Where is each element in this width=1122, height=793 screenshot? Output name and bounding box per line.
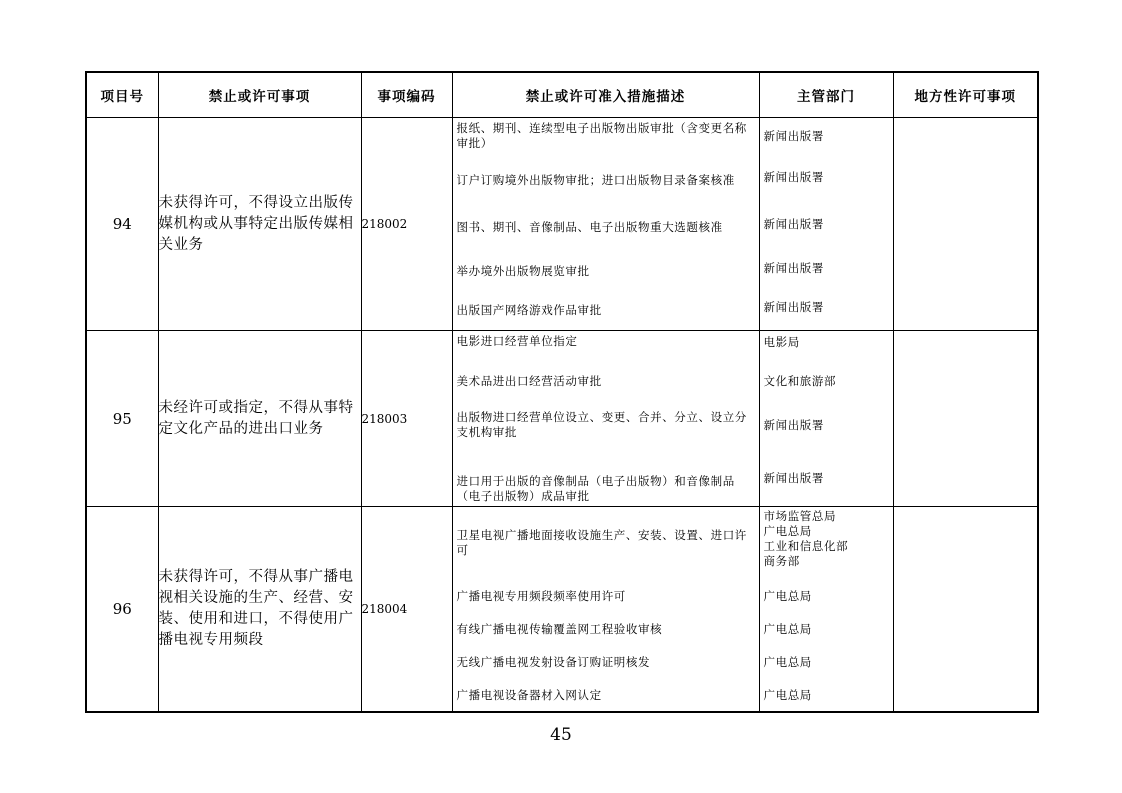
table-row <box>86 331 1038 507</box>
measure-description: 广播电视设备器材入网认定 <box>456 687 602 702</box>
department: 新闻出版署 <box>763 169 824 184</box>
measure-description: 图书、期刊、音像制品、电子出版物重大选题核准 <box>456 219 723 234</box>
department: 广电总局 <box>763 687 812 702</box>
row-number: 95 <box>86 331 158 507</box>
department: 新闻出版署 <box>763 299 824 314</box>
department: 新闻出版署 <box>763 216 824 231</box>
header-measure-description: 禁止或许可准入措施描述 <box>452 72 759 118</box>
measures-cell <box>452 507 759 713</box>
department: 工业和信息化部 <box>763 539 849 553</box>
department: 新闻出版署 <box>763 470 824 485</box>
local-permit-cell <box>893 118 1038 331</box>
local-permit-cell <box>893 331 1038 507</box>
header-department: 主管部门 <box>759 72 893 118</box>
department: 电影局 <box>763 335 800 349</box>
measure-description: 广播电视专用频段频率使用许可 <box>456 588 626 603</box>
department: 广电总局 <box>763 655 812 669</box>
measure-description: 美术品进出口经营活动审批 <box>456 373 602 388</box>
measure-description: 出版国产网络游戏作品审批 <box>456 302 602 317</box>
department: 商务部 <box>763 554 800 568</box>
measure-description: 无线广播电视发射设备订购证明核发 <box>456 655 651 669</box>
header-local-permit: 地方性许可事项 <box>893 72 1038 118</box>
departments-cell <box>759 118 893 331</box>
measures-cell <box>452 331 759 507</box>
measure-description: 有线广播电视传输覆盖网工程验收审核 <box>456 622 663 636</box>
department: 广电总局 <box>763 524 812 538</box>
measure-description: 卫星电视广播地面接收设施生产、安装、设置、进口许可 <box>456 528 747 557</box>
department: 文化和旅游部 <box>763 373 837 388</box>
table-row <box>86 507 1038 713</box>
department: 市场监管总局 <box>763 509 837 523</box>
page-number: 45 <box>550 725 572 745</box>
measure-description: 订户订购境外出版物审批；进口出版物目录备案核准 <box>456 172 735 187</box>
permit-table <box>85 71 1039 713</box>
measure-description: 出版物进口经营单位设立、变更、合并、分立、设立分支机构审批 <box>456 410 747 439</box>
department: 广电总局 <box>763 622 812 636</box>
row-number: 94 <box>86 118 158 331</box>
department-list <box>760 507 893 579</box>
header-prohibited-permitted-item: 禁止或许可事项 <box>158 72 361 118</box>
row-code: 218004 <box>361 507 452 713</box>
department: 新闻出版署 <box>763 129 824 143</box>
local-permit-cell <box>893 507 1038 713</box>
measure-description: 报纸、期刊、连续型电子出版物出版审批（含变更名称审批） <box>456 121 747 150</box>
header-item-number: 项目号 <box>86 72 158 118</box>
measure-description: 电影进口经营单位指定 <box>456 334 578 348</box>
header-item-code: 事项编码 <box>361 72 452 118</box>
measure-description: 举办境外出版物展览审批 <box>456 263 590 278</box>
measures-cell <box>452 118 759 331</box>
row-item-text: 未获得许可，不得设立出版传媒机构或从事特定出版传媒相关业务 <box>158 118 361 331</box>
row-number: 96 <box>86 507 158 713</box>
table-header-row <box>86 72 1038 118</box>
row-code: 218002 <box>361 118 452 331</box>
row-code: 218003 <box>361 331 452 507</box>
department: 新闻出版署 <box>763 417 824 432</box>
row-item-text: 未获得许可，不得从事广播电视相关设施的生产、经营、安装、使用和进口，不得使用广播电视专用频段 <box>158 507 361 713</box>
department: 新闻出版署 <box>763 260 824 275</box>
departments-cell <box>759 507 893 713</box>
departments-cell <box>759 331 893 507</box>
table-row <box>86 118 1038 331</box>
row-item-text: 未经许可或指定，不得从事特定文化产品的进出口业务 <box>158 331 361 507</box>
department: 广电总局 <box>763 588 812 603</box>
measure-description: 进口用于出版的音像制品（电子出版物）和音像制品（电子出版物）成品审批 <box>456 474 735 503</box>
